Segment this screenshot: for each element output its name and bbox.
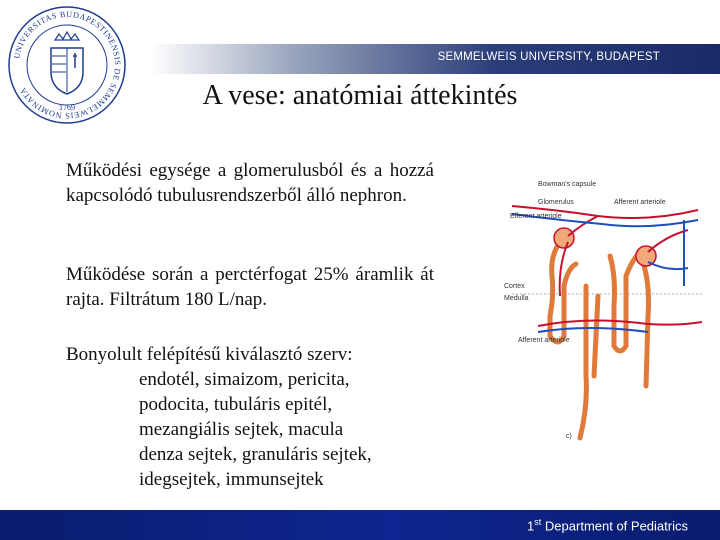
cell-types-line: mezangiális sejtek, macula xyxy=(139,419,344,440)
label-afferent-arteriole-top: Afferent arteriole xyxy=(614,199,666,206)
cell-types-intro: Bonyolult felépítésű kiválasztó szerv: xyxy=(66,344,353,365)
label-medulla: Medulla xyxy=(504,295,529,302)
label-cortex: Cortex xyxy=(504,283,525,290)
label-bowmans-capsule: Bowman's capsule xyxy=(538,181,597,188)
label-glomerulus: Glomerulus xyxy=(538,199,574,206)
cell-types-line: idegsejtek, immunsejtek xyxy=(139,469,324,490)
footer-bar xyxy=(0,510,720,540)
glomerulus-left xyxy=(554,228,574,248)
paragraph-nephron: Működési egysége a glomerulusból és a hozzá kapcsolódó tubulusrendszerből álló nephron. xyxy=(66,160,434,206)
nephron-diagram xyxy=(498,176,702,452)
paragraph-blood-flow: Működése során a perctérfogat 25% áramlik át rajta. Filtrátum 180 L/nap. xyxy=(66,264,434,310)
paragraph-cell-types xyxy=(66,342,434,492)
cell-types-line: endotél, simaizom, pericita, xyxy=(139,369,350,390)
footer-ordinal: 1 xyxy=(527,518,535,533)
seal-year: 1769 xyxy=(59,103,75,112)
label-efferent-arteriole: Efferent arteriole xyxy=(510,213,562,220)
slide-title: A vese: anatómiai áttekintés xyxy=(202,80,518,111)
label-afferent-arteriole-bottom: Afferent arteriole xyxy=(518,337,570,344)
department-name xyxy=(527,517,688,533)
footer-ordinal-suffix: st xyxy=(534,516,542,527)
seal-text: UNIVERSITAS BUDAPESTINENSIS DE SEMMELWEIS NOMINATA xyxy=(12,9,123,121)
cell-types-line: podocita, tubuláris epitél, xyxy=(139,394,333,415)
footer-department: Department of Pediatrics xyxy=(544,518,688,533)
university-name: SEMMELWEIS UNIVERSITY, BUDAPEST xyxy=(437,51,660,63)
cell-types-line: denza sejtek, granuláris sejtek, xyxy=(139,444,372,465)
label-panel: c) xyxy=(566,433,572,440)
